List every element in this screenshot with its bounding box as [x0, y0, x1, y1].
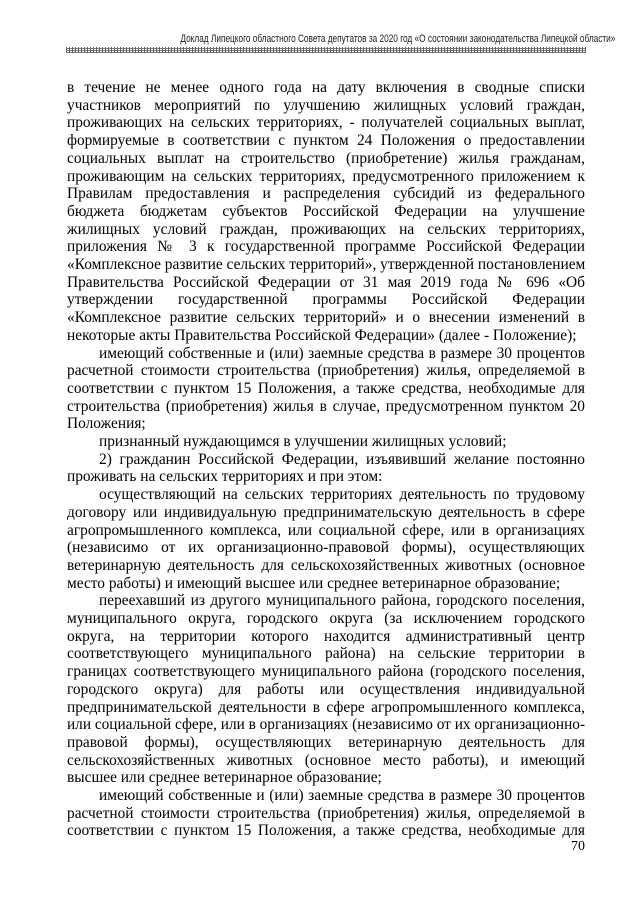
text-line: участников мероприятий по улучшению жилищных условий граждан, [67, 96, 585, 114]
text-line: имеющий собственные и (или) заемные средства в размере 30 процентов [99, 344, 585, 362]
text-line: осуществляющий на сельских территориях деятельность по трудовому [99, 486, 585, 504]
text-line: 2) гражданин Российской Федерации, изъявивший желание постоянно [99, 450, 585, 468]
text-line: в течение не менее одного года на дату включения в сводные списки [67, 79, 585, 96]
text-line: (независимо от их организационно-правовой формы), осуществляющих [67, 539, 585, 557]
text-line: договору или индивидуальную предпринимательскую деятельность в сфере [67, 503, 585, 521]
text-line: формируемые в соответствии с пунктом 24 Положения о предоставлении [67, 132, 585, 150]
header-rule [66, 47, 586, 53]
text-line: приложения № 3 к государственной программе Российской Федерации [67, 238, 585, 256]
running-header: Доклад Липецкого областного Совета депутатов за 2020 год «О состоянии законодательства Липецкой области» [180, 33, 616, 45]
text-line: «Комплексное развитие сельских территорий» и о внесении изменений в [67, 309, 585, 327]
text-line: проживающих на сельских территориях, - получателей социальных выплат, [67, 114, 585, 132]
text-line: предпринимательской деятельности в сфере агропромышленного комплекса, [67, 698, 585, 716]
text-line: Правилам предоставления и распределения субсидий из федерального [67, 185, 585, 203]
text-line: переехавший из другого муниципального района, городского поселения, [99, 592, 585, 610]
text-line: соответствии с пунктом 15 Положения, а также средства, необходимые для [67, 822, 585, 840]
text-line: строительства (приобретения) жилья в случае, предусмотренном пунктом 20 [67, 397, 585, 415]
text-line: Положения; [67, 415, 146, 433]
text-line: Правительства Российской Федерации от 31 мая 2019 года № 696 «Об [67, 273, 585, 291]
text-line: соответствующего муниципального района) на сельские территории в [67, 645, 585, 663]
text-line: или социальной сфере, или в организациях (независимо от их организационно- [67, 716, 586, 734]
text-line: округа, на территории которого находится административный центр [67, 627, 585, 645]
text-line: утверждении государственной программы Российской Федерации [67, 291, 585, 309]
text-line: некоторые акты Правительства Российской Федерации» (далее - Положение); [67, 326, 577, 344]
text-line: ветеринарную деятельность для сельскохозяйственных животных (основное [67, 556, 585, 574]
text-line: соответствии с пунктом 15 Положения, а также средства, необходимые для [67, 379, 585, 397]
text-line: социальных выплат на строительство (приобретение) жилья гражданам, [67, 149, 585, 167]
text-line: расчетной стоимости строительства (приобретения) жилья, определяемой в [67, 362, 585, 380]
text-line: проживающим на сельских территориях, предусмотренного приложением к [67, 167, 585, 185]
text-line: признанный нуждающимся в улучшении жилищных условий; [99, 433, 507, 450]
page-number: 70 [571, 839, 585, 854]
text-line: агропромышленного комплекса, или социальной сфере, или в организациях [67, 521, 585, 539]
text-line: «Комплексное развитие сельских территорий», утвержденной постановлением [67, 256, 586, 273]
text-line: границах соответствующего муниципального района (городского поселения, [67, 663, 585, 681]
text-line: проживать на сельских территориях и при этом: [67, 468, 383, 486]
text-line: расчетной стоимости строительства (приобретения) жилья, определяемой в [67, 804, 585, 822]
text-line: жилищных условий граждан, проживающих на сельских территориях, [67, 220, 585, 238]
text-line: имеющий собственные и (или) заемные средства в размере 30 процентов [99, 787, 585, 804]
text-line: бюджета бюджетам субъектов Российской Федерации на улучшение [67, 202, 585, 220]
text-line: сельскохозяйственных животных (основное место работы), и имеющий [67, 751, 585, 769]
text-line: городского округа) для работы или осуществления индивидуальной [67, 680, 585, 698]
text-line: правовой формы), осуществляющих ветеринарную деятельность для [67, 733, 585, 751]
text-line: высшее или среднее ветеринарное образование; [67, 769, 382, 787]
text-line: место работы) и имеющий высшее или среднее ветеринарное образование; [67, 574, 561, 592]
text-line: муниципального округа, городского округа (за исключением городского [67, 610, 585, 627]
